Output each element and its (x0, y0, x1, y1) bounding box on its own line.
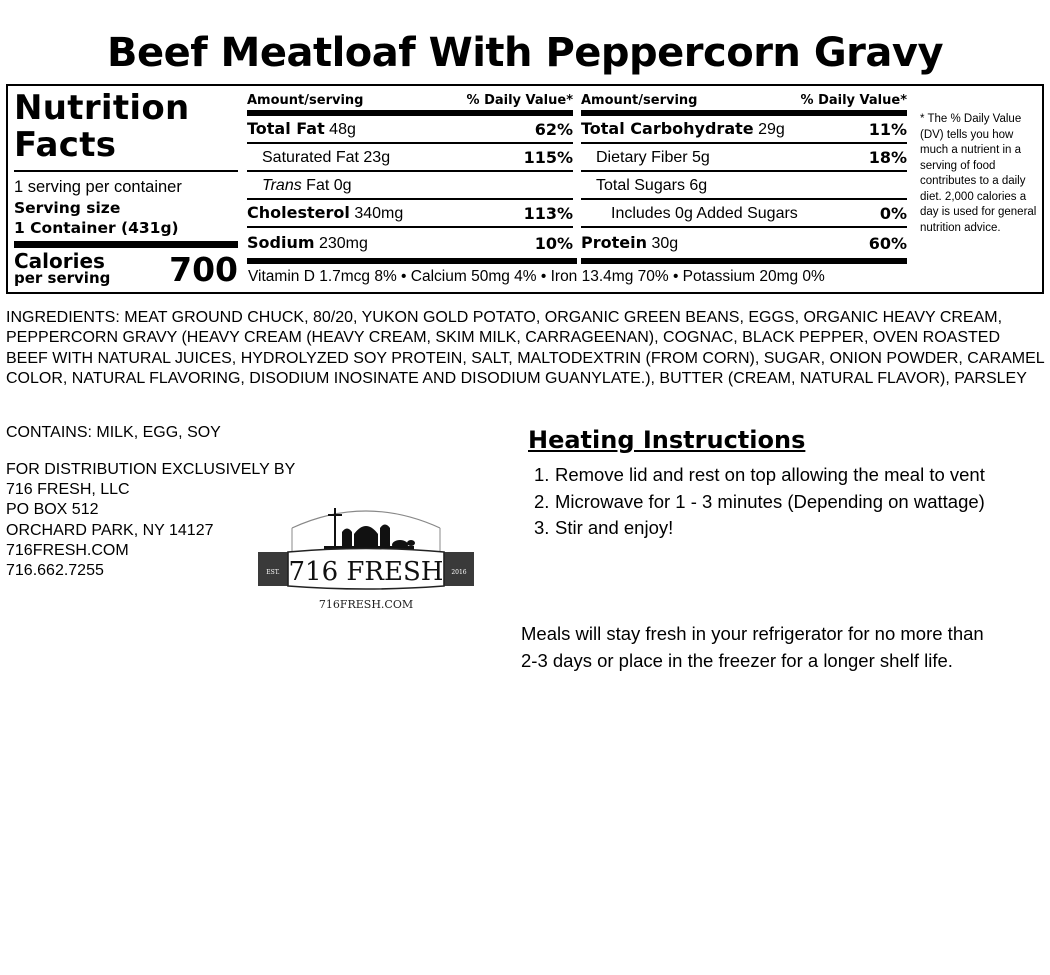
nutrient-row-sodium (247, 228, 573, 256)
nutrient-amount: 48g (329, 121, 356, 138)
nutrient-row-saturated-fat (247, 144, 573, 172)
distributor-company: 716 FRESH, LLC (6, 481, 130, 499)
heating-step (534, 462, 994, 489)
divider-thick (14, 241, 238, 248)
distributor-website: 716FRESH.COM (6, 541, 129, 559)
logo-est: EST. (266, 569, 280, 576)
nutrient-name: Trans (262, 177, 302, 194)
nutrient-row-added-sugars (581, 200, 907, 228)
nutrient-amount: 23g (363, 149, 391, 166)
nutrient-dv: 62% (534, 120, 573, 139)
nutrient-row-trans-fat (247, 172, 573, 200)
column-header (581, 93, 907, 108)
nutrient-name: Dietary Fiber (596, 149, 688, 166)
logo-url: 716FRESH.COM (318, 598, 414, 611)
nutrient-amount: 0g (333, 177, 352, 194)
nutrient-dv: 18% (868, 148, 907, 167)
serving-size-value: 1 Container (431g) (14, 219, 179, 237)
distributor-line: FOR DISTRIBUTION EXCLUSIVELY BY (6, 461, 296, 478)
column-header (247, 93, 573, 108)
divider (14, 170, 238, 172)
servings-per-container: 1 serving per container (14, 178, 182, 196)
heating-steps (534, 462, 994, 542)
nutrition-heading-line1: Nutrition (14, 88, 190, 128)
divider-thick (581, 258, 907, 264)
nutrient-name: Saturated Fat (262, 149, 359, 166)
brand-logo (254, 504, 478, 614)
distributor-po-box: PO BOX 512 (6, 501, 99, 519)
nutrient-dv: 0% (879, 204, 907, 223)
nutrient-name: Cholesterol (247, 203, 350, 222)
dv-header: % Daily Value* (466, 93, 573, 108)
heating-step (534, 515, 994, 542)
logo-year: 2016 (451, 569, 467, 576)
step-text: Stir and enjoy! (555, 517, 674, 538)
distributor-info (6, 460, 295, 581)
nutrient-name: Sodium (247, 233, 315, 252)
ingredients-list: INGREDIENTS: MEAT GROUND CHUCK, 80/20, YUKON GOLD POTATO, ORGANIC GREEN BEANS, EGGS, ORGANIC HEAVY CREAM, PEPPERCORN GRAVY (HEAVY CREAM (HEAVY CREAM, SKIM MILK, CARRAGEENAN), COGNAC, BLACK PEPPER, OVEN ROASTED BEEF WITH NATURAL JUICES, HYDROLYZED SOY PROTEIN, SALT, MALTODEXTRIN (FROM CORN), SUGAR, ONION POWDER, CARAMEL COLOR, NATURAL FLAVORING, DISODIUM INOSINATE AND DISODIUM GUANYLATE.), BUTTER (CREAM, NATURAL FLAVOR), PARSLEY (6, 309, 1045, 387)
nutrient-name: Total Carbohydrate (581, 119, 754, 138)
calories-label-text: Calories (14, 249, 105, 273)
nutrient-dv: 60% (868, 234, 907, 253)
step-text: Microwave for 1 - 3 minutes (Depending on wattage) (555, 490, 985, 512)
divider-thick (247, 258, 577, 264)
nutrient-amount: 6g (689, 177, 708, 194)
amount-header: Amount/serving (247, 93, 364, 108)
nutrient-amount: 230mg (318, 235, 368, 252)
nutrient-row-total-carbohydrate (581, 116, 907, 144)
dv-header: % Daily Value* (800, 93, 907, 108)
nutrient-amount: 29g (758, 121, 785, 138)
step-number: 3. (534, 517, 550, 538)
nutrient-row-dietary-fiber (581, 144, 907, 172)
nutrient-row-cholesterol (247, 200, 573, 228)
nutrient-name-suffix: Fat (306, 177, 330, 194)
nutrient-name: Total Sugars (596, 177, 685, 194)
step-number: 1. (534, 464, 550, 485)
calories-sub-text: per serving (14, 269, 111, 287)
nutrient-dv: 10% (534, 234, 573, 253)
nutrition-facts-header (14, 88, 238, 289)
nutrient-name: Includes 0g Added Sugars (611, 205, 798, 222)
daily-value-footnote: * The % Daily Value (DV) tells you how much a nutrient in a serving of food contributes to a daily diet. 2,000 calories a day is used for general nutrition advice. (920, 113, 1037, 234)
calories-label (14, 249, 111, 287)
storage-note: Meals will stay fresh in your refrigerator for no more than 2-3 days or place in the freezer for a longer shelf life. (521, 623, 984, 671)
nutrient-amount: 5g (692, 149, 710, 166)
amount-header: Amount/serving (581, 93, 698, 108)
nutrient-row-total-fat (247, 116, 573, 144)
nutrient-name: Total Fat (247, 119, 325, 138)
allergen-statement: CONTAINS: MILK, EGG, SOY (6, 424, 221, 441)
calories-value: 700 (169, 250, 238, 289)
distributor-phone: 716.662.7255 (6, 562, 104, 580)
heating-instructions-title: Heating Instructions (528, 426, 806, 454)
vitamins-minerals-line: Vitamin D 1.7mcg 8% • Calcium 50mg 4% • Iron 13.4mg 70% • Potassium 20mg 0% (248, 268, 825, 285)
step-number: 2. (534, 490, 550, 512)
nutrient-amount: 30g (651, 235, 679, 252)
nutrition-facts-panel (6, 84, 1044, 294)
distributor-city: ORCHARD PARK, NY 14127 (6, 521, 214, 539)
step-text: Remove lid and rest on top allowing the meal to vent (555, 464, 985, 485)
nutrient-dv: 115% (523, 148, 573, 167)
nutrient-row-total-sugars (581, 172, 907, 200)
nutrient-dv: 11% (868, 120, 907, 139)
nutrition-heading-line2: Facts (14, 125, 117, 165)
nutrient-name: Protein (581, 233, 647, 252)
nutrient-dv: 113% (523, 204, 573, 223)
product-title: Beef Meatloaf With Peppercorn Gravy (106, 30, 944, 76)
nutrient-row-protein (581, 228, 907, 256)
heating-step (534, 489, 994, 516)
nutrient-amount: 340mg (354, 205, 404, 222)
serving-size-label: Serving size (14, 199, 121, 217)
logo-wordmark: 716 FRESH (288, 557, 444, 587)
